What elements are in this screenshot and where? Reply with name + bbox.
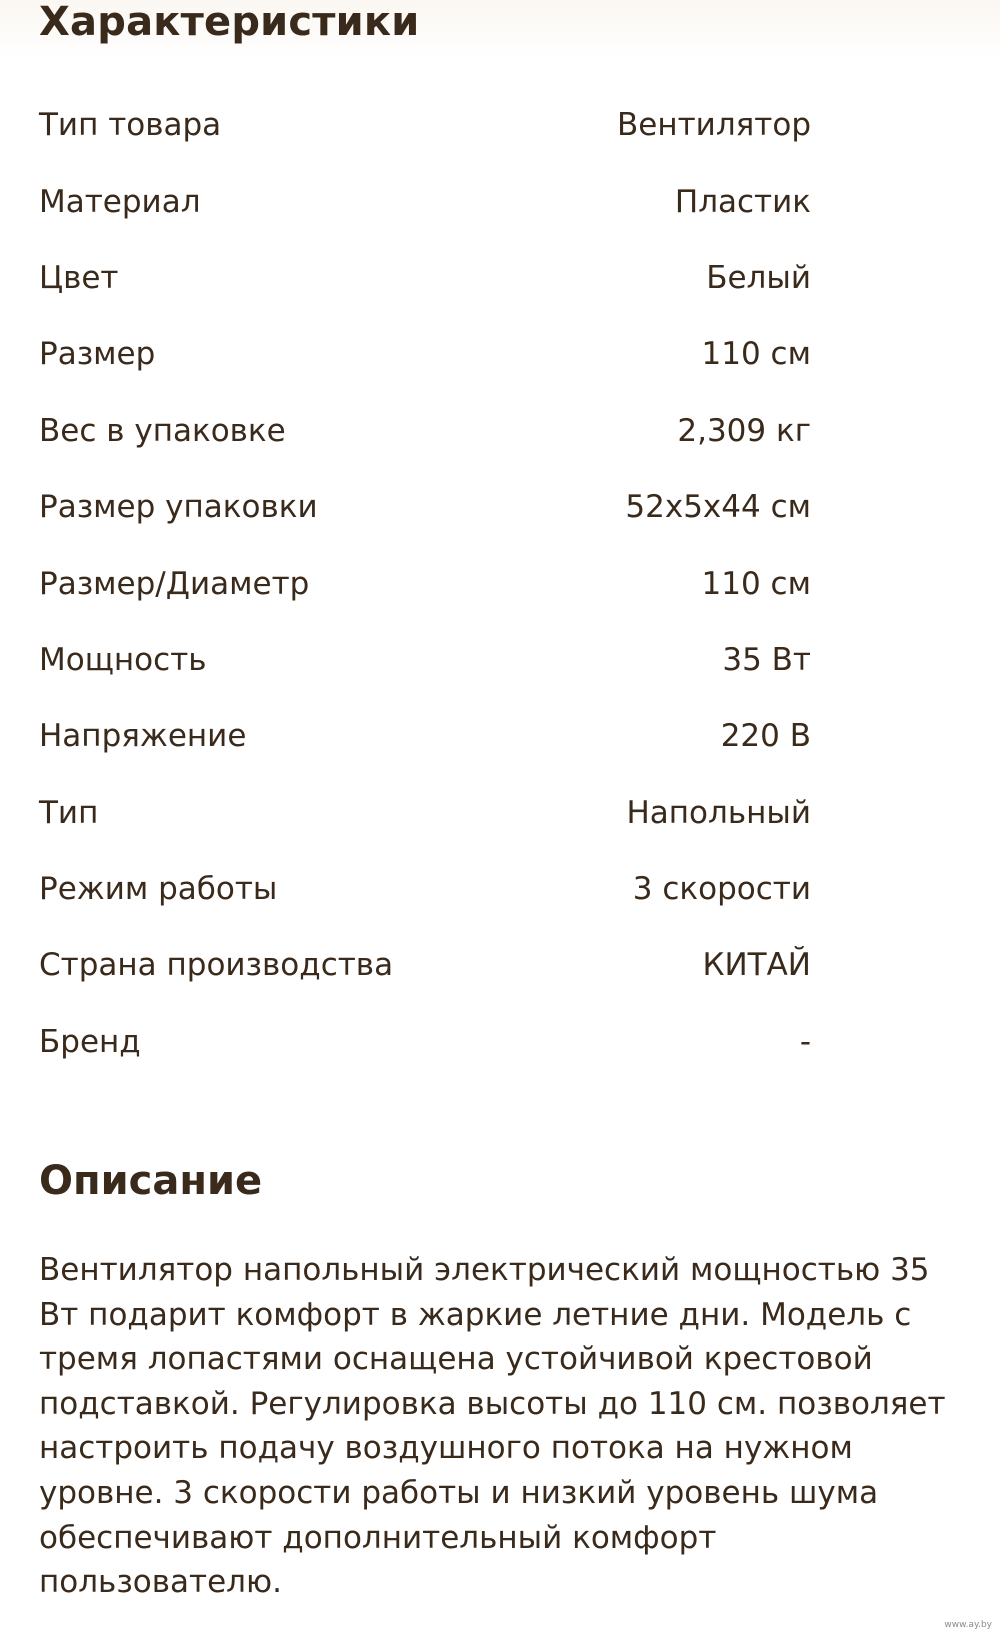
spec-value: 2,309 кг [677, 412, 811, 449]
spec-label: Вес в упаковке [39, 412, 286, 449]
spec-row-material [39, 163, 811, 239]
spec-label: Мощность [39, 641, 207, 678]
spec-label: Цвет [39, 259, 119, 296]
spec-row-color [39, 240, 811, 316]
spec-label: Тип [39, 794, 99, 831]
spec-value: 110 см [701, 336, 811, 373]
spec-label: Тип товара [39, 107, 222, 144]
description-text: Вентилятор напольный электрический мощностью 35 Вт подарит комфорт в жаркие летние дни. Модель с тремя лопастями оснащена устойчивой крестовой подставкой. Регулировка высоты до 110 см. позволяет настроить подачу воздушного потока на нужном уровне. 3 скорости работы и низкий уровень шума обеспечивают дополнительный комфорт пользователю. [39, 1252, 946, 1601]
spec-value: 35 Вт [722, 641, 811, 678]
spec-value: 52x5x44 см [625, 489, 811, 526]
specs-list [39, 87, 811, 1080]
spec-value: 3 скорости [632, 871, 811, 908]
spec-value: Напольный [626, 794, 811, 831]
spec-row-country [39, 927, 811, 1003]
spec-value: Белый [706, 259, 811, 296]
watermark: www.ay.by [944, 1620, 992, 1630]
spec-row-type [39, 775, 811, 851]
spec-label: Размер/Диаметр [39, 565, 310, 602]
spec-value: 110 см [701, 565, 811, 602]
specs-title: Характеристики [39, 0, 420, 45]
spec-row-size [39, 316, 811, 392]
spec-row-brand [39, 1004, 811, 1080]
spec-row-diameter [39, 545, 811, 621]
spec-row-voltage [39, 698, 811, 774]
spec-value: КИТАЙ [702, 947, 811, 984]
spec-row-product-type [39, 87, 811, 163]
spec-label: Страна производства [39, 947, 394, 984]
spec-row-power [39, 622, 811, 698]
spec-row-operating-mode [39, 851, 811, 927]
spec-label: Материал [39, 183, 201, 220]
spec-row-package-size [39, 469, 811, 545]
spec-value: Вентилятор [617, 107, 811, 144]
spec-label: Размер упаковки [39, 489, 318, 526]
description-title: Описание [39, 1158, 263, 1204]
spec-value: 220 В [720, 718, 811, 755]
spec-label: Бренд [39, 1023, 141, 1060]
spec-label: Напряжение [39, 718, 247, 755]
spec-label: Размер [39, 336, 156, 373]
spec-row-package-weight [39, 393, 811, 469]
spec-label: Режим работы [39, 871, 278, 908]
spec-value: Пластик [674, 183, 811, 220]
spec-value: - [799, 1023, 811, 1060]
